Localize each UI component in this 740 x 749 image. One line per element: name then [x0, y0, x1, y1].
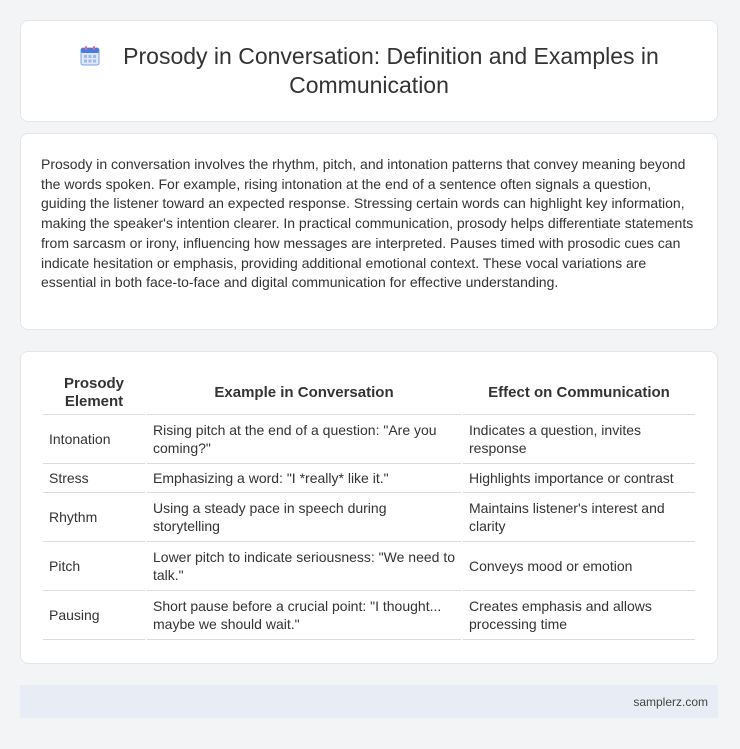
prosody-table: [41, 372, 697, 640]
table-row: [43, 591, 695, 640]
cell-example: Rising pitch at the end of a question: "Are you coming?": [147, 415, 461, 464]
cell-effect: Maintains listener's interest and clarity: [463, 493, 695, 542]
footer-site-link[interactable]: samplerz.com: [633, 694, 708, 709]
cell-example: Short pause before a crucial point: "I thought... maybe we should wait.": [147, 591, 461, 640]
intro-card: [20, 133, 718, 330]
cell-example: Lower pitch to indicate seriousness: "We need to talk.": [147, 542, 461, 591]
table-row: [43, 464, 695, 493]
cell-example: Using a steady pace in speech during storytelling: [147, 493, 461, 542]
cell-element: Pausing: [43, 591, 145, 640]
cell-element: Stress: [43, 464, 145, 493]
header-prosody-element: Prosody Element: [43, 372, 145, 415]
table-row: [43, 542, 695, 591]
cell-element: Rhythm: [43, 493, 145, 542]
footer: [20, 685, 718, 718]
cell-effect: Highlights importance or contrast: [463, 464, 695, 493]
cell-effect: Conveys mood or emotion: [463, 542, 695, 591]
page-title-block: [49, 42, 689, 100]
table-card: [20, 351, 718, 664]
header-effect: Effect on Communication: [463, 372, 695, 415]
intro-paragraph: Prosody in conversation involves the rhythm, pitch, and intonation patterns that convey meaning beyond the words spoken. For example, rising intonation at the end of a sentence often signals a question, guiding the listener toward an expected response. Stressing certain words can highlight key information, making the speaker's intention clearer. In practical communication, prosody helps differentiate statements from sarcasm or irony, influencing how messages are interpreted. Pauses timed with prosodic cues can indicate hesitation or emphasis, providing additional emotional context. These vocal variations are essential in both face-to-face and digital communication for effective understanding.: [41, 156, 694, 291]
table-row: [43, 415, 695, 464]
header-example: Example in Conversation: [147, 372, 461, 415]
cell-example: Emphasizing a word: "I *really* like it.": [147, 464, 461, 493]
cell-element: Pitch: [43, 542, 145, 591]
table-header-row: [43, 372, 695, 415]
calendar-icon: [79, 45, 101, 67]
cell-element: Intonation: [43, 415, 145, 464]
table-row: [43, 493, 695, 542]
cell-effect: Indicates a question, invites response: [463, 415, 695, 464]
title-card: [20, 20, 718, 122]
cell-effect: Creates emphasis and allows processing time: [463, 591, 695, 640]
page-title: Prosody in Conversation: Definition and Examples in Communication: [123, 43, 659, 98]
